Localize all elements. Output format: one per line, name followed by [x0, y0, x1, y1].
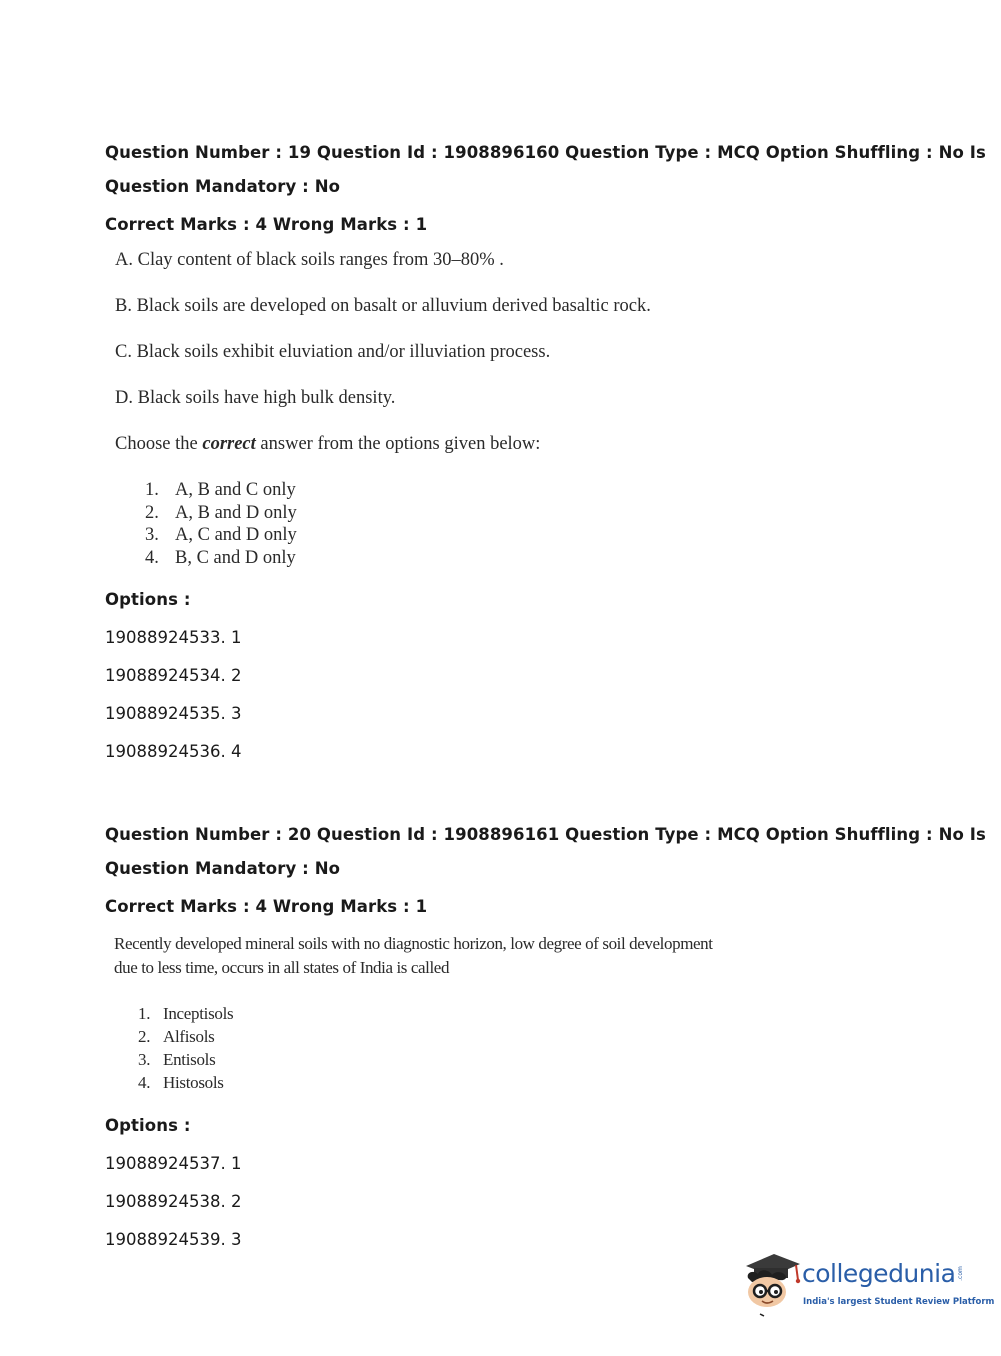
q19-statement-a: A. Clay content of black soils ranges from 30–80% . — [115, 250, 504, 270]
choice-number: 4. — [138, 1073, 151, 1092]
q19-statement-c: C. Black soils exhibit eluviation and/or illuviation process. — [115, 342, 551, 362]
q19-prompt — [115, 434, 540, 455]
q20-option-1: 19088924537. 1 — [105, 1154, 242, 1173]
q19-choice-2 — [145, 503, 297, 524]
q20-header-line1: Question Number : 20 Question Id : 1908896161 Question Type : MCQ Option Shuffling : No Is — [105, 825, 986, 844]
q20-marks: Correct Marks : 4 Wrong Marks : 1 — [105, 897, 428, 916]
choice-text: A, B and C only — [175, 480, 296, 500]
q20-option-2: 19088924538. 2 — [105, 1192, 242, 1211]
q19-header-line2: Question Mandatory : No — [105, 177, 341, 196]
q19-prompt-pre: Choose the — [115, 434, 203, 454]
choice-text: Histosols — [163, 1073, 224, 1092]
q20-question-line1: Recently developed mineral soils with no diagnostic horizon, low degree of soil development — [114, 934, 713, 953]
q19-choice-4 — [145, 548, 296, 569]
q19-option-2: 19088924534. 2 — [105, 666, 242, 685]
q20-options-label: Options : — [105, 1116, 191, 1135]
choice-text: A, B and D only — [175, 503, 297, 523]
collegedunia-logo[interactable] — [740, 1248, 995, 1318]
q19-options-label: Options : — [105, 590, 191, 609]
student-mascot-icon — [740, 1248, 802, 1318]
choice-number: 1. — [138, 1004, 151, 1023]
q19-marks: Correct Marks : 4 Wrong Marks : 1 — [105, 215, 428, 234]
q19-prompt-emphasis: correct — [202, 434, 256, 454]
logo-tagline: India's largest Student Review Platform — [803, 1297, 995, 1307]
q19-statement-d: D. Black soils have high bulk density. — [115, 388, 396, 408]
choice-number: 2. — [145, 503, 159, 523]
choice-number: 3. — [145, 525, 159, 545]
q20-choice-2 — [138, 1027, 214, 1047]
choice-number: 2. — [138, 1027, 151, 1046]
q19-option-3: 19088924535. 3 — [105, 704, 242, 723]
q19-statement-b: B. Black soils are developed on basalt or alluvium derived basaltic rock. — [115, 296, 651, 316]
q19-header-line1: Question Number : 19 Question Id : 1908896160 Question Type : MCQ Option Shuffling : No Is — [105, 143, 986, 162]
choice-text: B, C and D only — [175, 548, 296, 568]
choice-number: 4. — [145, 548, 159, 568]
q20-option-3: 19088924539. 3 — [105, 1230, 242, 1249]
q19-choice-3 — [145, 525, 297, 546]
q20-choice-4 — [138, 1073, 224, 1093]
q20-choice-1 — [138, 1004, 233, 1024]
q20-choice-3 — [138, 1050, 215, 1070]
q19-option-1: 19088924533. 1 — [105, 628, 242, 647]
choice-number: 3. — [138, 1050, 151, 1069]
q19-prompt-post: answer from the options given below: — [255, 434, 541, 454]
choice-text: Inceptisols — [163, 1004, 234, 1023]
choice-text: Entisols — [163, 1050, 216, 1069]
choice-text: Alfisols — [163, 1027, 215, 1046]
q20-header-line2: Question Mandatory : No — [105, 859, 341, 878]
q20-question-line2: due to less time, occurs in all states of India is called — [114, 958, 450, 977]
q19-option-4: 19088924536. 4 — [105, 742, 242, 761]
q19-choice-1 — [145, 480, 296, 501]
choice-number: 1. — [145, 480, 159, 500]
logo-domain-suffix: .com — [956, 1266, 964, 1281]
logo-wordmark: collegedunia — [802, 1259, 956, 1288]
choice-text: A, C and D only — [175, 525, 297, 545]
